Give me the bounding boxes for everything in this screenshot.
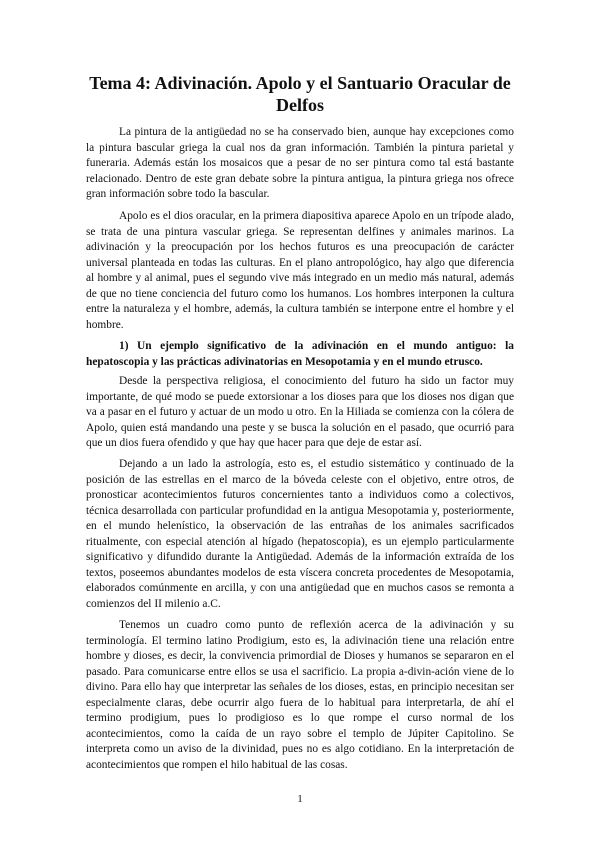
section-heading-1: 1) Un ejemplo significativo de la adivinación en el mundo antiguo: la hepatoscopia y las prácticas adivinatorias en Mesopotamia y en el mundo etrusco. (86, 340, 514, 368)
paragraph-terminologia: Tenemos un cuadro como punto de reflexión acerca de la adivinación y su terminología. El termino latino Prodigium, esto es, la adivinación tiene una relación entre hombre y dioses, es decir, la convivencia primordial de Dioses y humanos se separaron en el pasado. Para comunicarse entre ellos se usa el sacrificio. La propia a-divin-ación viene de lo divino. Para ello hay que interpretar las señales de los dioses, estas, en principio necesitan ser especialmente claras, debe ocurrir algo fuera de lo habitual para interpretarla, de ahí el termino prodigium, pues lo prodigioso es lo que rompe el curso normal de los acontecimientos, como la caída de un rayo sobre el templo de Júpiter Capitolino. Se interpreta como un aviso de la divinidad, pues no es algo cotidiano. En la interpretación de acontecimientos que rompen el hilo habitual de las cosas. (86, 619, 514, 771)
paragraph-apolo: Apolo es el dios oracular, en la primera diapositiva aparece Apolo en un trípode alado, se trata de una pintura vascular griega. Se representan delfines y animales marinos. La adivinación y la preocupación por los hechos futuros es una preocupación de carácter universal planteada en todas las culturas. En el plano antropológico, hay algo que diferencia al hombre y al animal, pues el segundo vive más integrado en un medio más natural, además de que no tiene conciencia del futuro como los humanos. Los hombres interponen la cultura entre la naturaleza y el hombre, además, la cultura también se interpone entre el hombre y el hombre. (86, 210, 514, 331)
page-number: 1 (297, 793, 303, 805)
paragraph-astrologia: Dejando a un lado la astrología, esto es, el estudio sistemático y continuado de la posición de las estrellas en el marco de la bóveda celeste con el objetivo, entre otros, de pronosticar acontecimientos futuros concernientes tanto a individuos como a colectivos, técnica desarrollada con particular profundidad en la antigua Mesopotamia y, posteriormente, en el mundo helenístico, la observación de las entrañas de los animales sacrificados ritualmente, con especial atención al hígado (hepatoscopia), es un ejemplo particularmente significativo y difundido durante la Antigüedad. Además de la información extraída de los textos, poseemos abundantes modelos de esta víscera concreta procedentes de Mesopotamia, elaborados comúnmente en arcilla, y con una antigüedad que en muchos casos se remonta a comienzos del II milenio a.C. (86, 458, 514, 610)
paragraph-perspectiva: Desde la perspectiva religiosa, el conocimiento del futuro ha sido un factor muy importante, de qué modo se puede extorsionar a los dioses para que los dioses nos digan que va a pasar en el futuro y actuar de un modo u otro. En la Hiliada se comienza con la cólera de Apolo, quien está mandando una peste y se busca la solución en el pasado, que ocurrió para que un dios fuera ofendido y que hay que hacer para que deje de estar así. (86, 375, 514, 449)
paragraph-pintura: La pintura de la antigüedad no se ha conservado bien, aunque hay excepciones como la pintura bascular griega la cual nos da gran información. También la pintura parietal y funeraria. Además están los mosaicos que a pesar de no ser pintura como tal está bastante relacionado. Dentro de este gran debate sobre la pintura antigua, la pintura griega nos ofrece gran información sobre todo la bascular. (86, 126, 514, 200)
page-title: Tema 4: Adivinación. Apolo y el Santuario Oracular de Delfos (89, 73, 511, 115)
